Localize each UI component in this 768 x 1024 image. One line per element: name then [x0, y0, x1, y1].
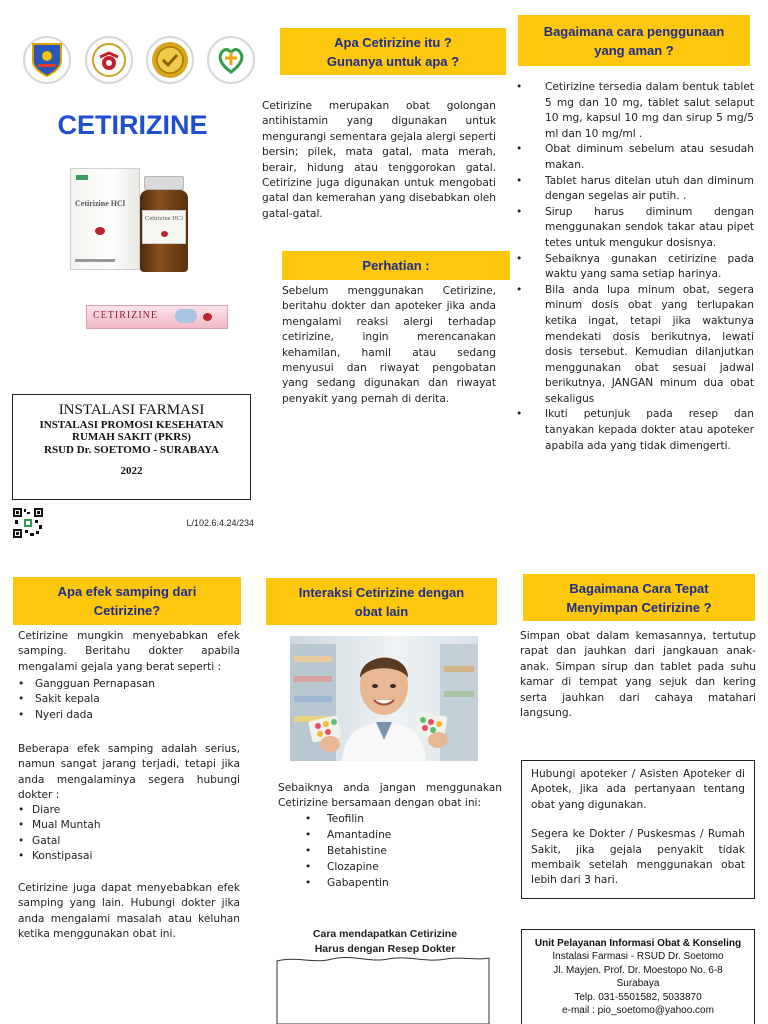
qr-code-icon	[13, 508, 43, 538]
interaction-drug-item: • Amantadine	[299, 827, 489, 843]
institution-year: 2022	[120, 465, 143, 477]
side-effect-item: • Gangguan Pernapasan	[18, 677, 240, 692]
what-is-header: Apa Cetirizine itu ? Gunanya untuk apa ?	[280, 28, 506, 75]
side-effect-item: • Nyeri dada	[18, 708, 240, 723]
attention-body: Sebelum menggunakan Cetirizine, beritahu dokter dan apoteker jika anda mengalami reaksi alergi terhadap cetirizine, ingin merencanakan kehamilan, hamil atau sedang menyusui dan riwayat pengobatan yang sedang digunakan dan riwayat penyakit yang pernah di derita.	[282, 285, 496, 405]
side-effect-item: • Diare	[18, 803, 240, 818]
contact-advice-para-2: Segera ke Dokter / Puskesmas / Rumah Sakit, jika gejala penyakit tidak membaik setelah menggunakan obat lebih dari 3 hari.	[531, 828, 745, 887]
contact-email: e-mail : pio_soetomo@yahoo.com	[562, 1005, 714, 1017]
usage-item: • Cetirizine tersedia dalam bentuk tablet 5 mg dan 10 mg, tablet salut selaput 10 mg, kapsul 10 mg dan sirup 5 mg/5 ml dan 10 mg/ml .	[516, 80, 754, 142]
side-effects-para-2: Beberapa efek samping adalah serius, namun sangat jarang terjadi, tetapi jika anda mengalaminya segera hubungi dokter :	[18, 743, 240, 802]
side-effects-para-3: Cetirizine juga dapat menyebabkan efek samping yang lain. Hubungi dokter jika anda mengalami masalah atau keluhan ketika menggunakan obat ini.	[18, 882, 240, 941]
contact-phone: Telp. 031-5501582, 5033870	[574, 991, 702, 1003]
side-effect-item: • Gatal	[18, 834, 240, 849]
side-effects-intro: Cetirizine mungkin menyebabkan efek samping. Beritahu dokter apabila mengalami gejala yang berat seperti :	[18, 630, 240, 673]
usage-item: • Tablet harus ditelan utuh dan diminum dengan segelas air putih. .	[516, 174, 754, 205]
storage-header: Bagaimana Cara Tepat Menyimpan Cetirizine ?	[523, 574, 755, 621]
contact-box	[521, 929, 755, 1024]
product-bottle-image	[138, 176, 190, 272]
side-effect-item: • Konstipasai	[18, 849, 240, 864]
attention-header: Perhatian :	[282, 251, 510, 280]
product-box-image	[70, 168, 140, 270]
what-is-body: Cetirizine merupakan obat golongan antihistamin yang digunakan untuk mengurangi sementara gejala alergi seperti bersin; pilek, mata gatal, mata merah, berair, hidung atau tenggorokan gatal. Cetirizine juga digunakan untuk mengobati gatal dan kemerahan yang disebabkan oleh gatal-gatal.	[262, 100, 496, 220]
product-strip-label: CETIRIZINE	[93, 310, 158, 321]
contact-advice-para-1: Hubungi apoteker / Asisten Apoteker di Apotek, jika ada pertanyaan tentang obat yang digunakan.	[531, 768, 745, 811]
east-java-emblem-icon	[23, 36, 71, 84]
prescription-note-line-1: Cara mendapatkan Cetirizine	[312, 928, 458, 940]
institution-line-1: INSTALASI FARMASI	[58, 402, 205, 418]
contact-line-2: Jl. Mayjen. Prof. Dr. Moestopo No. 6-8	[553, 964, 723, 976]
interaction-intro: Sebaiknya anda jangan menggunakan Cetirizine bersamaan dengan obat ini:	[278, 782, 502, 810]
document-code: L/102.6.4.24/234	[186, 518, 254, 528]
product-box-label: Cetirizine HCl	[75, 199, 125, 208]
side-effect-item: • Mual Muntah	[18, 818, 240, 833]
interaction-drug-item: • Gabapentin	[299, 875, 489, 891]
contact-line-3: Surabaya	[616, 978, 660, 990]
gold-seal-icon	[146, 36, 194, 84]
usage-item: • Bila anda lupa minum obat, segera minum dosis obat yang terlupakan ketika ingat, tetapi jika waktunya mendekati dosis berikutnya, lewati dosis tersebut. Kemudian dilanjutkan menggunakan obat sesuai jadwal berikutnya, JANGAN minum dua obat sekaligus	[516, 283, 754, 408]
interaction-drug-item: • Clozapine	[299, 859, 489, 875]
brand-title: CETIRIZINE	[57, 110, 208, 140]
product-strip-image	[86, 305, 228, 329]
contact-line-1: Instalasi Farmasi - RSUD Dr. Soetomo	[552, 951, 724, 963]
side-effects-header: Apa efek samping dari Cetirizine?	[13, 577, 241, 625]
pharmacist-photo	[290, 636, 478, 761]
usage-item: • Sirup harus diminum dengan menggunakan sendok takar atau pipet tetes untuk mengukur dosisnya.	[516, 205, 754, 252]
interaction-drug-item: • Teofilin	[299, 811, 489, 827]
prescription-note-line-2: Harus dengan Resep Dokter	[314, 943, 456, 955]
usage-item: • Ikuti petunjuk pada resep dan tanyakan kepada dokter atau apoteker apabila ada yang tidak dimengerti.	[516, 407, 754, 454]
contact-advice-box	[521, 760, 755, 899]
institution-line-3: RUMAH SAKIT (PKRS)	[72, 431, 191, 443]
hospital-accreditation-icon	[85, 36, 133, 84]
prescription-note	[278, 927, 492, 957]
side-effect-item: • Sakit kepala	[18, 692, 240, 707]
institution-box	[12, 394, 251, 500]
institution-line-2: INSTALASI PROMOSI KESEHATAN	[39, 419, 224, 431]
side-effects-list-1	[18, 677, 240, 723]
usage-item: • Obat diminum sebelum atau sesudah makan.	[516, 142, 754, 173]
interaction-drug-item: • Betahistine	[299, 843, 489, 859]
usage-header: Bagaimana cara penggunaan yang aman ?	[518, 15, 750, 66]
usage-list	[516, 80, 754, 454]
side-effects-list-2	[18, 803, 240, 865]
product-bottle-label: Cetirizine HCl	[145, 215, 184, 222]
interaction-header: Interaksi Cetirizine dengan obat lain	[266, 578, 497, 625]
interaction-drug-list	[299, 811, 489, 891]
institution-line-4: RSUD Dr. SOETOMO - SURABAYA	[44, 444, 219, 456]
usage-item: • Sebaiknya gunakan cetirizine pada waktu yang sama setiap harinya.	[516, 252, 754, 283]
prescription-paper-image	[276, 955, 490, 1024]
rsud-soetomo-logo-icon	[207, 36, 255, 84]
storage-body: Simpan obat dalam kemasannya, tertutup rapat dan jauhkan dari jangkauan anak-anak. Simpan sirup dan tablet pada suhu kamar di tempat yang sejuk dan kering serta jauhkan dari cahaya matahari langsung.	[520, 630, 756, 720]
contact-title: Unit Pelayanan Informasi Obat & Konseling	[534, 938, 742, 949]
